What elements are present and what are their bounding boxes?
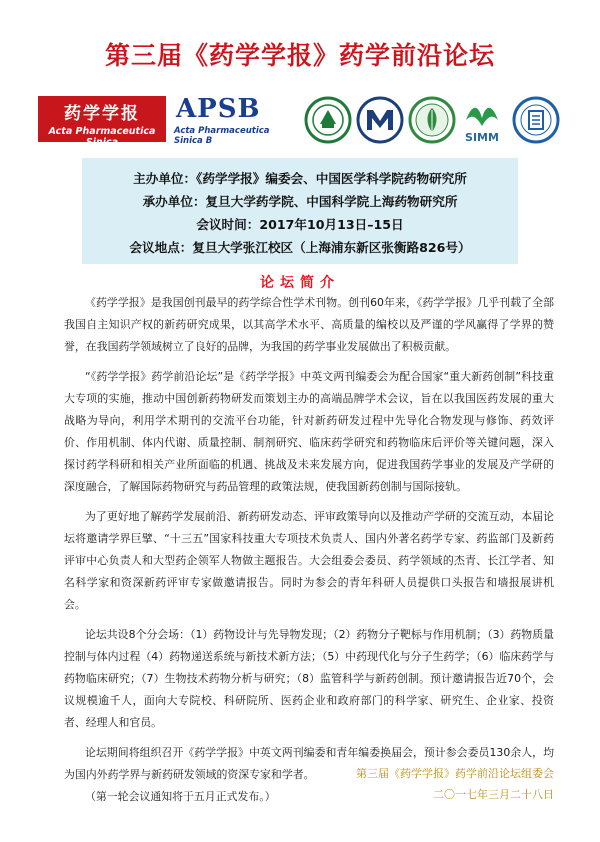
intro-paragraph: 论坛共设8个分会场：（1）药物设计与先导物发现；（2）药物分子靶标与作用机制；（3）药物质量控制与体内过程（4）药物递送系统与新技术新方法；（5）中药现代化与分子生药学；（6）临床药学与药物临床研究；（7）生物技术药物分析与研究；（8）监管科学与新药创制。预计邀请报告近70个，会议规模逾千人，面向大专院校、科研院所、医药企业和政府部门的科学家、研究生、企业家、投资者、经理人和官员。	[64, 628, 554, 729]
intro-paragraph: 论坛期间将组织召开《药学学报》中英文两刊编委和青年编委换届会，预计参会委员130余人，均为国内外药学界与新药研发领域的资深专家和学者。	[64, 746, 554, 781]
aps-logo-en: Acta Pharmaceutica Sinica	[48, 126, 156, 148]
aps-logo-cn: 药学学报	[64, 104, 140, 124]
aps-logo	[38, 96, 166, 148]
academy-seal-icon	[304, 94, 352, 146]
intro-heading: 论坛简介	[260, 275, 340, 291]
time-line: 会议时间：2017年10月13日–15日	[196, 217, 404, 232]
intro-paragraph: （第一轮会议通知将于五月正式发布。）	[85, 790, 276, 803]
meeting-info-box	[82, 158, 518, 264]
university-seal-icon	[512, 94, 560, 146]
intro-paragraph: 为了更好地了解药学发展前沿、新药研发动态、评审政策导向以及推动产学研的交流互动，本届论坛将邀请学界巨擘、“十三五”国家科技重大专项技术负责人、国内外著名药学专家、药监部门及新药评审中心负责人和大型药企领军人物做主题报告。大会组委会委员、药学领域的杰青、长江学者、知名科学家和资深新药评审专家做邀请报告。同时为参会的青年科研人员提供口头报告和墙报展讲机会。	[64, 510, 554, 611]
venue-line: 会议地点：复旦大学张江校区（上海浦东新区张衡路826号）	[129, 240, 471, 255]
logo-strip	[38, 92, 568, 148]
page-title: 第三届《药学学报》药学前沿论坛	[104, 41, 495, 70]
simm-logo-text: SIMM	[465, 131, 499, 144]
green-seal-icon	[408, 94, 456, 146]
intro-paragraph: 《药学学报》是我国创刊最早的药学综合性学术刊物。创刊60年来，《药学学报》几乎刊载了全部我国自主知识产权的新药研究成果，以其高学术水平、高质量的编校以及严谨的学风赢得了学界的赞誉，在我国药学领域树立了良好的品牌，为我国的药学事业发展做出了积极贡献。	[64, 296, 554, 353]
apsb-logo	[170, 92, 300, 146]
apsb-logo-subtitle: Acta Pharmaceutica Sinica B	[174, 126, 270, 146]
apsb-logo-title: APSB	[176, 94, 261, 124]
intro-body	[64, 292, 554, 808]
signature-org: 第三届《药学学报》药学前沿论坛组委会	[356, 767, 554, 780]
intro-paragraph: “《药学学报》药学前沿论坛”是《药学学报》中英文两刊编委会为配合国家“重大新药创制”科技重大专项的实施，推动中国创新药物研发而策划主办的高端品牌学术会议，旨在以我国医药发展的重大战略为导向，利用学术期刊的交流平台功能，针对新药研发过程中先导化合物发现与修饰、药效评价、作用机制、体内代谢、质量控制、制剂研究、临床药学研究和药物临床后评价等关键问题，深入探讨药学科研和相关产业所面临的机遇、挑战及未来发展方向，促进我国药学事业的发展及产学研的深度融合，了解国际药物研究与药品管理的政策法规，使我国新药创制与国际接轨。	[64, 370, 554, 493]
host-line: 承办单位：复旦大学药学院、中国科学院上海药物研究所	[142, 194, 458, 209]
institute-m-logo-icon	[356, 94, 404, 146]
organizer-line: 主办单位：《药学学报》编委会、中国医学科学院药物研究所	[133, 171, 467, 186]
signature-date: 二〇一七年三月二十八日	[433, 788, 554, 801]
simm-logo-icon	[458, 94, 506, 146]
